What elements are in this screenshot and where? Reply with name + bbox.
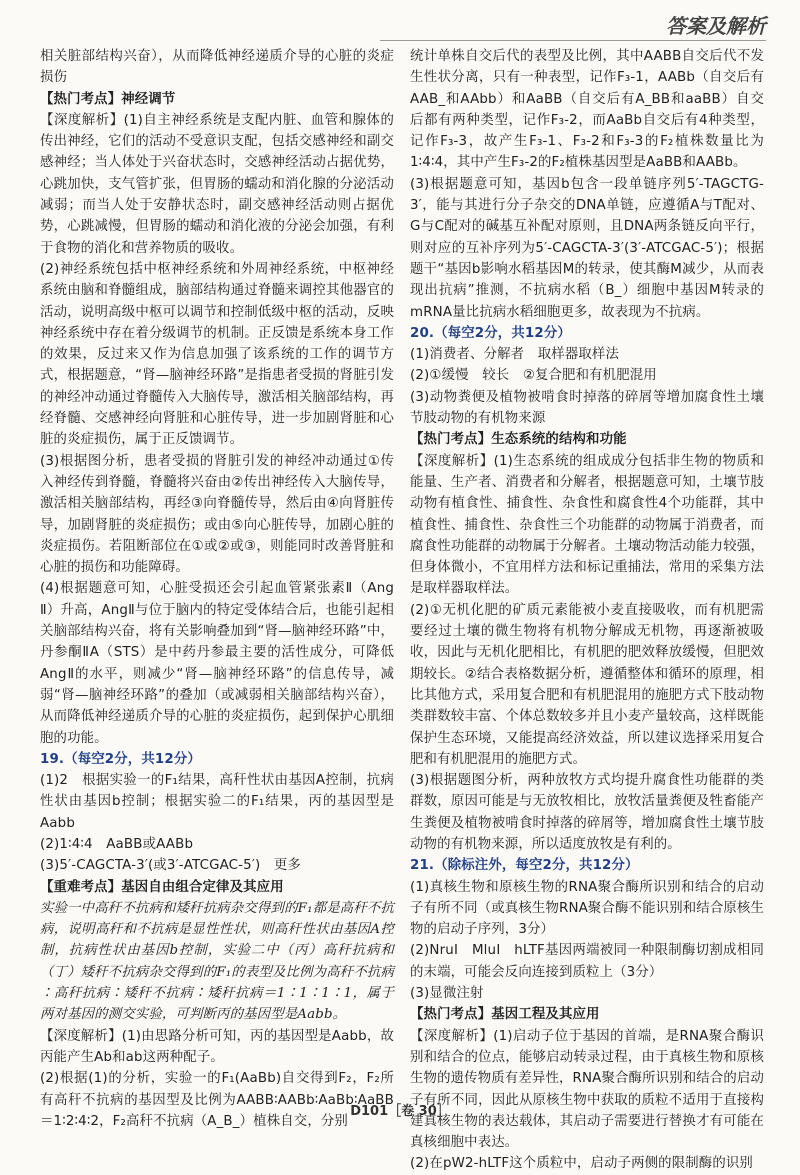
answer-paragraph: 【深度解析】(1)自主神经系统是支配内脏、血管和腺体的传出神经，它们的活动不受意识支配，包括交感神经和副交感神经；当人体处于兴奋状态时，交感神经活动占据优势，心跳加快，支气管扩张，但胃肠的蠕动和消化腺的分泌活动减弱；而当人处于安静状态时，副交感神经活动则占据优势，心跳减慢，但胃肠的蠕动和消化液的分泌会加强，有利于食物的消化和营养物质的吸收。 <box>40 112 394 256</box>
page-header-title: 答案及解析 <box>666 14 766 38</box>
answer-paragraph: (1)真核生物和原核生物的RNA聚合酶所识别和结合的启动子有所不同（或真核生物RNA聚合酶不能识别和结合原核生物的启动子序列，3分） <box>410 879 764 938</box>
topic-tag: 【热门考点】生态系统的结构和功能 <box>410 432 627 448</box>
page-footer: D101［卷 30］ <box>350 1104 450 1119</box>
answer-paragraph: (3)显微注射 <box>410 986 484 1002</box>
answer-paragraph: (2)NruⅠ MluⅠ hLTF基因两端被同一种限制酶切割成相同的末端，可能会反向连接到质粒上（3分） <box>410 943 764 980</box>
header-rule <box>380 40 766 41</box>
left-column <box>40 46 394 1129</box>
question-number: 21.（除标注外，每空2分，共12分） <box>410 858 639 874</box>
topic-tag: 【热门考点】神经调节 <box>40 91 176 107</box>
thinking-analysis: 实验一中高秆不抗病和矮秆抗病杂交得到的F₁都是高秆不抗病，说明高秆和不抗病是显性性状，则高秆性状由基因A控制，抗病性状由基因b控制，实验二中（丙）高秆抗病和（丁）矮秆不抗病杂交得到的F₁的表型及比例为高秆不抗病∶高秆抗病∶矮秆不抗病∶矮秆抗病＝1∶1∶1∶1，属于两对基因的测交实验，可判断丙的基因型是Aabb。 <box>40 900 394 1023</box>
answer-paragraph: (3)根据题意可知，基因b包含一段单链序列5′-TAGCTG-3′，能与其进行分子杂交的DNA单链，应遵循A与T配对、G与C配对的碱基互补配对原则，且DNA两条链反向平行，则对应的互补序列为5′-CAGCTA-3′(3′-ATCGAC-5′)；根据题干“基因b影响水稻基因M的转录，使其酶M减少，从而表现出抗病”推测，不抗病水稻（B_）细胞中基因M转录的mRNA量比抗病水稻细胞更多，故表现为不抗病。 <box>410 176 764 320</box>
right-column <box>410 46 764 1172</box>
answer-paragraph: (2)神经系统包括中枢神经系统和外周神经系统，中枢神经系统由脑和脊髓组成，脑部结构通过脊髓来调控其他器官的活动，说明高级中枢可以调节和控制低级中枢的活动，反映神经系统中存在着分级调节的机制。正反馈是系统本身工作的效果，反过来又作为信息加强了该系统的工作的调节方式，根据题意，“肾—脑神经环路”是指患者受损的肾脏引发的神经冲动通过脊髓传入大脑传导，激活相关脑部结构，再经脊髓、交感神经向肾脏和心脏传导，进一步加剧肾脏和心脏的炎症损伤，属于正反馈调节。 <box>40 261 394 448</box>
answer-paragraph: (2)1∶4∶4 AaBB或AABb <box>40 836 194 852</box>
topic-tag: 【重难考点】基因自由组合定律及其应用 <box>40 879 284 895</box>
answer-paragraph: (1)2 根据实验一的F₁结果，高秆性状由基因A控制，抗病性状由基因b控制；根据实验二的F₁结果，丙的基因型是Aabb <box>40 773 394 831</box>
answer-paragraph: 【深度解析】(1)启动子位于基因的首端，是RNA聚合酶识别和结合的位点，能够启动转录过程，由于真核生物和原核生物的遗传物质有差异性，RNA聚合酶所识别和结合的启动子有所不同，因此从原核生物中获取的质粒不适用于直接构建真核生物的表达载体，其启动子需要进行替换才有可能在真核细胞中表达。 <box>410 1028 764 1151</box>
answer-paragraph: (3)5′-CAGCTA-3′(或3′-ATCGAC-5′) 更多 <box>40 858 302 874</box>
answer-paragraph: (2)根据(1)的分析，实验一的F₁(AaBb)自交得到F₂，F₂所有高秆不抗病的基因型及比例为AABB∶AABb∶AaBb∶AaBB＝1∶2∶4∶2，F₂高秆不抗病（A_B_）植株自交，分别 <box>40 1071 394 1129</box>
answer-paragraph: 统计单株自交后代的表型及比例，其中AABB自交后代不发生性状分离，只有一种表型，记作F₃-1，AABb（自交后有AAB_和AAbb）和AaBB（自交后有A_BB和aaBB）自交后都有两种类型，记作F₃-2，而AaBb自交后有4种类型，记作F₃-3，故产生F₃-1、F₃-2和F₃-3的F₂植株数量比为1∶4∶4，其中产生F₃-2的F₂植株基因型是AaBB和AABb。 <box>410 49 764 171</box>
question-number: 20.（每空2分，共12分） <box>410 325 571 341</box>
answer-paragraph: (1)消费者、分解者 取样器取样法 <box>410 347 619 363</box>
answer-paragraph: 【深度解析】(1)由思路分析可知，丙的基因型是Aabb，故丙能产生Ab和ab这两种配子。 <box>40 1028 394 1065</box>
answer-paragraph: 相关脏部结构兴奋），从而降低神经递质介导的心脏的炎症损伤 <box>40 49 394 86</box>
answer-paragraph: (4)根据题意可知，心脏受损还会引起血管紧张素Ⅱ（Ang Ⅱ）升高，AngⅡ与位于脑内的特定受体结合后，也能引起相关脑部结构兴奋，将有关影响叠加到“肾—脑神经环路”中，丹参酮ⅡA（STS）是中药丹参最主要的活性成分，可降低AngⅡ的水平，则减少“肾—脑神经环路”的信息传导，减弱“肾—脑神经环路”的叠加（或减弱相关脑部结构兴奋），从而降低神经递质介导的心脏的炎症损伤，起到保护心肌细胞的功能。 <box>40 581 394 746</box>
answer-paragraph: (2)①无机化肥的矿质元素能被小麦直接吸收，而有机肥需要经过土壤的微生物将有机物分解成无机物，再逐渐被吸收，因此与无机化肥相比，有机肥的肥效释放缓慢，但肥效期较长。②结合表格数据分析，遵循整体和循环的原理，相比其他方式，采用复合肥和有机肥混用的施肥方式下肢动物类群数较丰富、个体总数较多并且小麦产量较高，这样既能保护生态环境，又能提高经济效益，所以建议选择采用复合肥和有机肥混用的施肥方式。 <box>410 602 764 767</box>
answer-paragraph: (3)动物粪便及植物被啃食时掉落的碎屑等增加腐食性土壤节肢动物的有机物来源 <box>410 389 764 427</box>
answer-paragraph: 【深度解析】(1)生态系统的组成成分包括非生物的物质和能量、生产者、消费者和分解者，根据题意可知，土壤节肢动物有植食性、捕食性、杂食性和腐食性4个功能群，其中植食性、捕食性、杂食性三个功能群的动物属于消费者，而腐食性功能群的动物属于分解者。土壤动物活动能力较强，但身体微小，不宜用样方法和标记重捕法，常用的采集方法是取样器取样法。 <box>410 453 764 597</box>
answer-paragraph: (3)根据题图分析，两种放牧方式均提升腐食性功能群的类群数，原因可能是与无放牧相比，放牧活量粪便及牲畜能产生粪便及植物被啃食时掉落的碎屑等，增加腐食性土壤节肢动物的有机物来源，所以适度放牧是有利的。 <box>410 773 764 852</box>
topic-tag: 【热门考点】基因工程及其应用 <box>410 1007 600 1023</box>
answer-paragraph: (3)根据图分析，患者受损的肾脏引发的神经冲动通过①传入神经传到脊髓，脊髓将兴奋由②传出神经传入大脑传导，激活相关脑部结构，再经③向脊髓传导，然后由④向肾脏传导，加剧肾脏的炎症损伤；或由⑤向心脏传导，加剧心脏的炎症损伤。若阻断部位在①或②或③，则能同时改善肾脏和心脏的损伤和功能障碍。 <box>40 453 394 576</box>
answer-paragraph: (2)在pW2-hLTF这个质粒中，启动子两侧的限制酶的识别 <box>410 1156 753 1172</box>
question-number: 19.（每空2分，共12分） <box>40 751 201 767</box>
answer-paragraph: (2)①缓慢 较长 ②复合肥和有机肥混用 <box>410 368 657 384</box>
